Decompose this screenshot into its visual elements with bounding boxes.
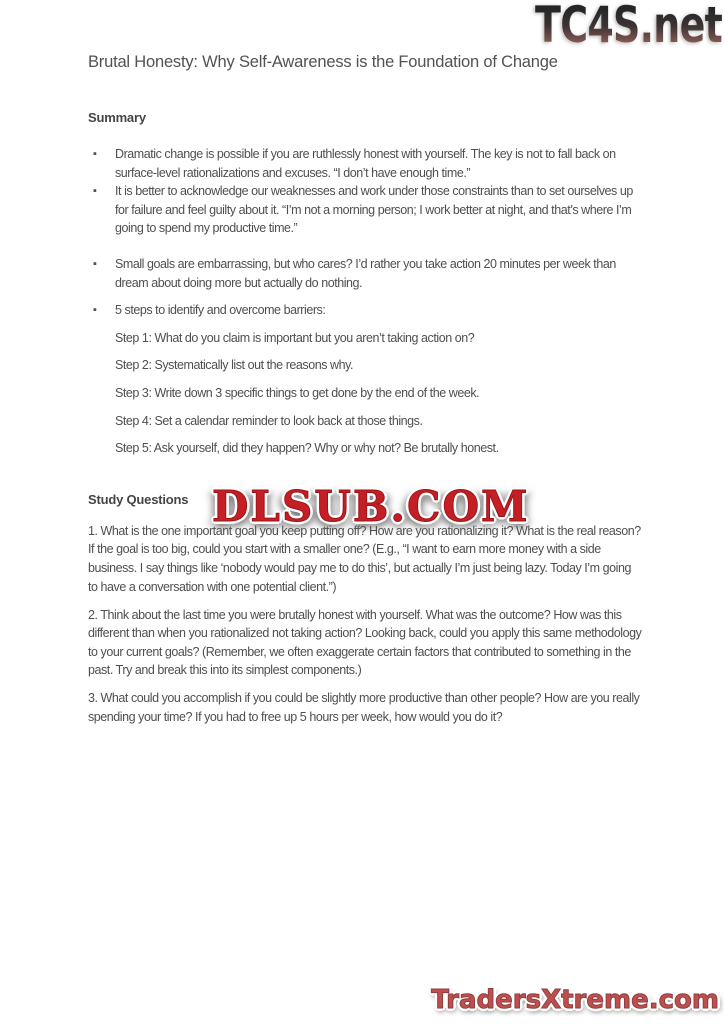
list-item: ▪ It is better to acknowledge our weaknesses and work under those constraints than to set ourselves up for failure and feel guilty about it. “I’m not a morning person; I work better at night, and that’s where I’m going to spend my productive time.” [115,182,642,238]
step-item: Step 1: What do you claim is important but you aren’t taking action on? [115,330,475,345]
step-item: Step 3: Write down 3 specific things to get done by the end of the week. [115,385,480,400]
tradersxtreme-watermark: TradersXtreme.com [431,985,719,1015]
question-item: 2. Think about the last time you were brutally honest with yourself. What was the outcome? How was this different than when you rationalized not taking action? Looking back, could you apply this same methodology to your current goals? (Remember, we often exaggerate certain factors that contributed to something in the past. Try and break this into its simplest components.) [88,607,642,678]
summary-heading: Summary [88,110,146,125]
step-item: Step 2: Systematically list out the reasons why. [115,358,354,373]
document-content [88,52,642,736]
list-item: ▪ Small goals are embarrassing, but who cares? I’d rather you take action 20 minutes per week than dream about doing more but actually do nothing. [115,255,642,292]
page-title: Brutal Honesty: Why Self-Awareness is the Foundation of Change [88,53,558,71]
step-item: Step 5: Ask yourself, did they happen? Why or why not? Be brutally honest. [115,441,499,456]
list-item: ▪ 5 steps to identify and overcome barriers: [115,301,642,320]
dlsub-watermark: DLSUB.COM [212,482,530,531]
tc4s-logo-watermark: TC4S.net [535,0,722,54]
study-questions-list [88,522,642,727]
study-questions-heading: Study Questions [88,491,189,507]
question-item: 1. What is the one important goal you keep putting off? How are you rationalizing it? What is the real reason? If the goal is too big, could you start with a smaller one? (E.g., “I want to earn more money with a side business. I say things like ‘nobody would pay me to do this’, but actually I’m just being lazy. Today I’m going to have a conversation with one potential client.”) [88,523,641,594]
summary-bullet-list [88,145,642,320]
question-item: 3. What could you accomplish if you could be slightly more productive than other people? How are you really spending your time? If you had to free up 5 hours per week, how would you do it? [88,691,640,725]
step-item: Step 4: Set a calendar reminder to look back at those things. [115,413,423,428]
steps-list [88,329,642,458]
list-item: ▪ Dramatic change is possible if you are ruthlessly honest with yourself. The key is not to fall back on surface-level rationalizations and excuses. “I don’t have enough time.” [115,145,642,182]
